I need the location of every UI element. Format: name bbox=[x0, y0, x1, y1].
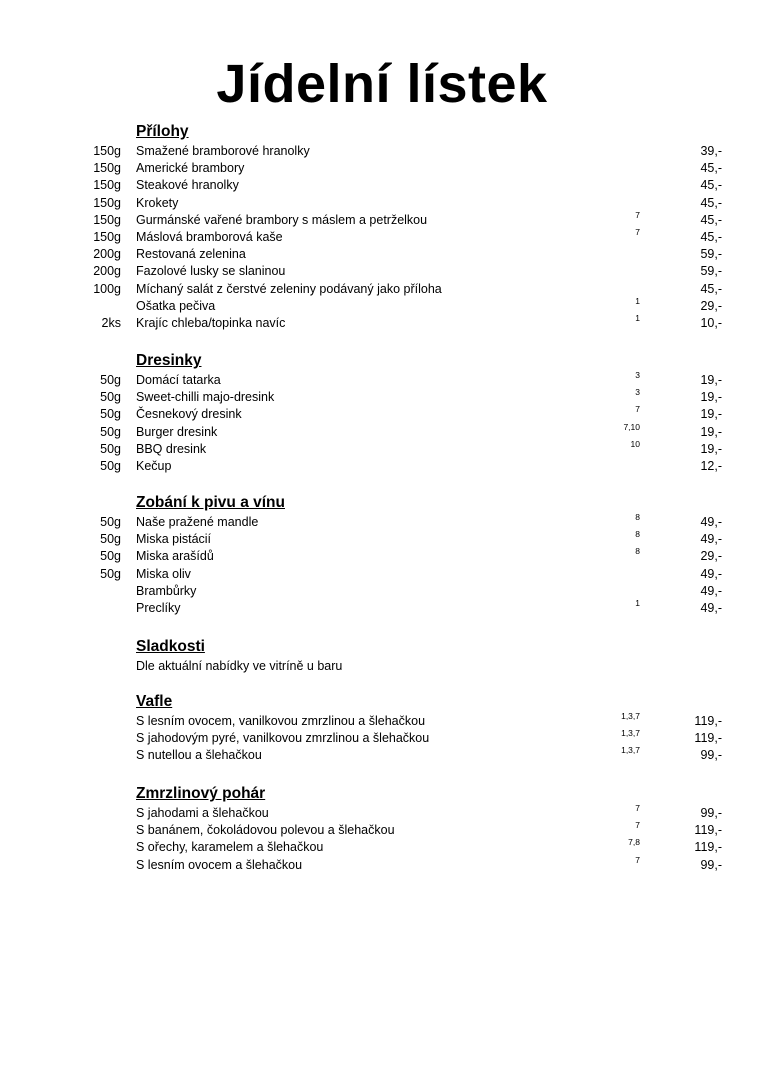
section-note: Dle aktuální nabídky ve vitríně u baru bbox=[136, 659, 343, 673]
item-quantity: 200g bbox=[93, 264, 121, 279]
item-quantity: 150g bbox=[93, 178, 121, 193]
menu-item bbox=[0, 822, 764, 839]
item-name: Krokety bbox=[136, 195, 179, 210]
item-allergens: 7 bbox=[635, 820, 640, 831]
item-quantity: 150g bbox=[93, 161, 121, 176]
menu-item bbox=[0, 389, 764, 406]
menu-item bbox=[0, 295, 764, 315]
item-price: 99,- bbox=[700, 806, 722, 820]
menu-item bbox=[0, 839, 764, 856]
item-quantity: 50g bbox=[100, 424, 121, 439]
item-allergens: 7,10 bbox=[623, 421, 640, 432]
item-name: S ořechy, karamelem a šlehačkou bbox=[136, 840, 324, 855]
item-name: Miska arašídů bbox=[136, 549, 214, 564]
item-allergens: 7 bbox=[635, 404, 640, 415]
item-allergens: 7,8 bbox=[628, 837, 640, 848]
menu-item bbox=[0, 458, 764, 475]
menu-item bbox=[0, 143, 764, 160]
item-allergens: 8 bbox=[635, 546, 640, 557]
item-name: S lesním ovocem a šlehačkou bbox=[136, 857, 303, 872]
item-price: 19,- bbox=[700, 390, 722, 405]
item-price: 12,- bbox=[700, 459, 722, 473]
item-quantity: 150g bbox=[93, 212, 121, 227]
item-price: 39,- bbox=[700, 144, 722, 158]
item-price: 59,- bbox=[700, 264, 722, 279]
item-quantity: 50g bbox=[100, 459, 121, 473]
item-allergens: 8 bbox=[635, 512, 640, 522]
item-name: Burger dresink bbox=[136, 424, 218, 439]
item-name: Preclíky bbox=[136, 601, 181, 615]
item-quantity: 2ks bbox=[101, 316, 121, 330]
item-name: BBQ dresink bbox=[136, 441, 207, 456]
item-quantity: 50g bbox=[100, 566, 121, 581]
menu-item bbox=[0, 315, 764, 332]
item-name: Restovaná zelenina bbox=[136, 247, 246, 262]
item-price: 119,- bbox=[694, 714, 722, 728]
item-name: Smažené bramborové hranolky bbox=[136, 144, 310, 158]
item-name: S banánem, čokoládovou polevou a šlehačkou bbox=[136, 823, 395, 838]
menu-item bbox=[0, 805, 764, 822]
item-name: S jahodovým pyré, vanilkovou zmrzlinou a šlehačkou bbox=[136, 731, 430, 746]
item-quantity: 150g bbox=[93, 230, 121, 244]
section-heading: Vafle bbox=[136, 693, 173, 710]
item-price: 45,- bbox=[700, 212, 722, 227]
item-name: S lesním ovocem, vanilkovou zmrzlinou a šlehačkou bbox=[136, 714, 426, 728]
item-price: 99,- bbox=[700, 748, 722, 763]
item-name: Sweet-chilli majo-dresink bbox=[136, 390, 275, 405]
section-heading: Dresinky bbox=[136, 352, 202, 369]
item-allergens: 1 bbox=[635, 598, 640, 608]
item-quantity: 50g bbox=[100, 515, 121, 529]
item-price: 45,- bbox=[700, 178, 722, 193]
item-price: 59,- bbox=[700, 247, 722, 262]
menu-item bbox=[0, 263, 764, 280]
item-name: Domácí tatarka bbox=[136, 373, 221, 387]
menu-item bbox=[0, 583, 764, 600]
item-quantity: 50g bbox=[100, 407, 121, 422]
menu-item bbox=[0, 195, 764, 212]
item-name: Krajíc chleba/topinka navíc bbox=[136, 316, 286, 330]
item-quantity: 50g bbox=[100, 390, 121, 405]
menu-item bbox=[0, 209, 764, 229]
item-quantity: 50g bbox=[100, 441, 121, 456]
item-name: Máslová bramborová kaše bbox=[136, 230, 283, 244]
item-quantity: 100g bbox=[93, 281, 121, 296]
page-title: Jídelní lístek bbox=[216, 54, 548, 114]
item-quantity: 150g bbox=[93, 195, 121, 210]
item-name: Gurmánské vařené brambory s máslem a petrželkou bbox=[136, 212, 428, 227]
item-price: 45,- bbox=[700, 161, 722, 176]
menu-item bbox=[0, 514, 764, 531]
item-price: 119,- bbox=[694, 823, 722, 838]
section-heading: Přílohy bbox=[136, 123, 189, 140]
item-name: Miska oliv bbox=[136, 566, 191, 581]
menu-item bbox=[0, 531, 764, 548]
section-heading: Zobání k pivu a vínu bbox=[136, 494, 285, 511]
item-allergens: 1 bbox=[635, 295, 640, 306]
menu-item bbox=[0, 160, 764, 177]
item-name: Americké brambory bbox=[136, 161, 245, 176]
item-name: Naše pražené mandle bbox=[136, 515, 259, 529]
item-allergens: 7 bbox=[635, 803, 640, 813]
item-price: 19,- bbox=[700, 407, 722, 422]
item-allergens: 7 bbox=[635, 227, 640, 237]
menu-item bbox=[0, 730, 764, 747]
item-name: Brambůrky bbox=[136, 583, 197, 598]
item-price: 45,- bbox=[700, 281, 722, 296]
menu-item bbox=[0, 713, 764, 730]
item-price: 119,- bbox=[694, 840, 722, 855]
item-allergens: 8 bbox=[635, 529, 640, 540]
item-price: 45,- bbox=[700, 195, 722, 210]
item-name: Miska pistácií bbox=[136, 532, 212, 547]
item-price: 10,- bbox=[700, 316, 722, 330]
menu-item bbox=[0, 281, 764, 298]
item-price: 45,- bbox=[700, 230, 722, 244]
menu-item bbox=[0, 372, 764, 389]
item-price: 29,- bbox=[700, 549, 722, 564]
item-price: 19,- bbox=[700, 424, 722, 439]
item-allergens: 1,3,7 bbox=[621, 711, 640, 721]
menu-item bbox=[0, 548, 764, 565]
item-name: Kečup bbox=[136, 459, 172, 473]
item-quantity: 50g bbox=[100, 549, 121, 564]
item-name: Steakové hranolky bbox=[136, 178, 239, 193]
menu-item bbox=[0, 421, 764, 441]
item-allergens: 1,3,7 bbox=[621, 728, 640, 739]
item-quantity: 150g bbox=[93, 144, 121, 158]
section-heading: Sladkosti bbox=[136, 638, 205, 655]
item-name: Česnekový dresink bbox=[136, 407, 242, 422]
item-name: S nutellou a šlehačkou bbox=[136, 748, 262, 763]
item-price: 29,- bbox=[700, 298, 722, 313]
item-allergens: 3 bbox=[635, 370, 640, 380]
menu-item bbox=[0, 406, 764, 423]
item-allergens: 10 bbox=[630, 438, 640, 449]
menu-item bbox=[0, 566, 764, 583]
item-price: 49,- bbox=[700, 583, 722, 598]
item-price: 49,- bbox=[700, 601, 722, 615]
item-price: 49,- bbox=[700, 566, 722, 581]
item-allergens: 3 bbox=[635, 387, 640, 398]
menu-item bbox=[0, 747, 764, 764]
item-name: Ošatka pečiva bbox=[136, 298, 216, 313]
item-quantity: 200g bbox=[93, 247, 121, 262]
item-allergens: 7 bbox=[635, 854, 640, 865]
menu-item bbox=[0, 229, 764, 246]
item-price: 19,- bbox=[700, 373, 722, 387]
item-allergens: 1,3,7 bbox=[621, 745, 640, 756]
item-allergens: 7 bbox=[635, 209, 640, 220]
item-name: Fazolové lusky se slaninou bbox=[136, 264, 286, 279]
menu-item bbox=[0, 854, 764, 874]
item-price: 19,- bbox=[700, 441, 722, 456]
item-quantity: 50g bbox=[100, 532, 121, 547]
item-allergens: 1 bbox=[635, 313, 640, 323]
section-heading: Zmrzlinový pohár bbox=[136, 785, 266, 802]
item-name: S jahodami a šlehačkou bbox=[136, 806, 269, 820]
item-price: 119,- bbox=[694, 731, 722, 746]
menu-item bbox=[0, 438, 764, 458]
item-price: 49,- bbox=[700, 532, 722, 547]
item-quantity: 50g bbox=[100, 373, 121, 387]
item-name: Míchaný salát z čerstvé zeleniny podávaný jako příloha bbox=[136, 281, 442, 296]
menu-item bbox=[0, 177, 764, 194]
menu-item bbox=[0, 246, 764, 263]
menu-item bbox=[0, 600, 764, 617]
item-price: 49,- bbox=[700, 515, 722, 529]
item-price: 99,- bbox=[700, 857, 722, 872]
